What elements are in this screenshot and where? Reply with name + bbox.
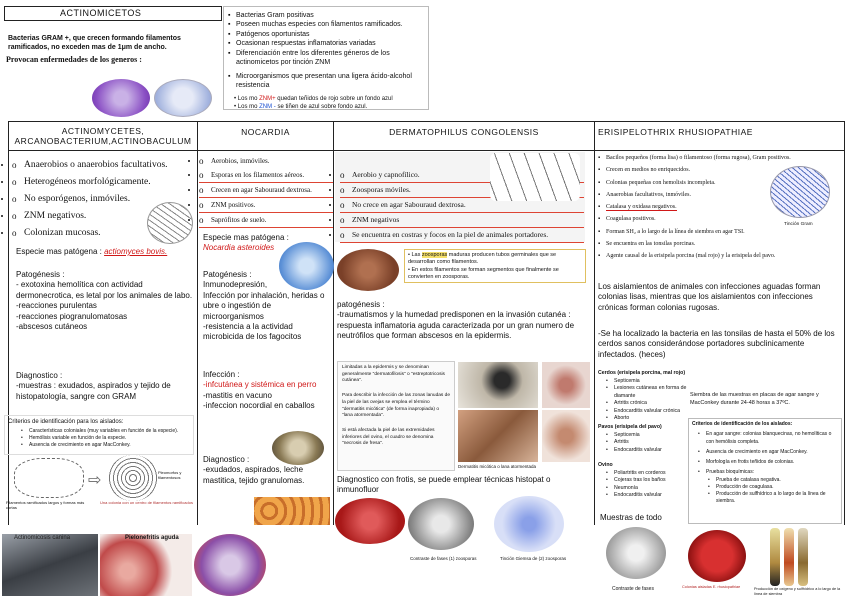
bio-item: • Producción de coagulasa. (708, 484, 838, 491)
dermato-red-plate (335, 498, 405, 544)
muestras-text: Muestras de todo (600, 513, 662, 522)
general-item: ▪ Poseen muchas especies con filamentos ramificados. (228, 20, 424, 29)
stain-image-blue (154, 79, 212, 117)
lesion-photo-1 (542, 362, 590, 408)
criteria-item: • Hemólisis variable en función de la especie. (21, 435, 193, 442)
zoospore-drawing (490, 153, 580, 201)
header-erysipelo: ERISIPELOTHRIX RHUSIOPATHIAE (598, 127, 753, 137)
ovino-item: • Neumonía (606, 485, 688, 493)
tube-image-2 (784, 528, 794, 586)
arrow-icon: ⇨ (88, 472, 102, 489)
dermato-notes-box (337, 361, 455, 471)
sheep-photo (458, 362, 538, 408)
ovino-item: • Cojeras tras los baños (606, 477, 688, 485)
dermato-giemsa (494, 496, 564, 552)
actino-pathogenesis: Patogénesis : - exotoxina hemolítica con actividad dermonecrotica, es letal por los animales de labo. -reacciones purulentas -reacciones piogranulomatosas -abscesos cutáneos (16, 270, 193, 331)
feature-item: o • ZNM negativos. (12, 208, 198, 225)
header-actino: ACTINOMYCETES, ARCANOBACTERIUM,ACTINOBACULUM (14, 126, 192, 146)
feature-item: ▪ Catalasa y oxidasa negativos. (598, 204, 677, 211)
caption-3: Pleomorfos y filamentosos (158, 470, 182, 481)
dermato-colony (337, 249, 399, 291)
feature-item: o • Heterogéneos morfológicamente. (12, 174, 198, 191)
nocardia-species: Especie mas patógena : Nocardia asteroides (203, 233, 289, 253)
nocardia-infection: Infección : -infcutánea y sistémica en perro -mastitis en vacuno -infeccion nocordial en caballos (203, 370, 317, 411)
feature-item: o • Se encuentra en costras y focos en la piel de animales portadores. (340, 228, 584, 243)
stain-image-round (194, 534, 266, 596)
cerdos-item: • Endocarditis valvular crónica (606, 408, 688, 416)
caption-1: Filamentos ramificados largos y formas más cortas (6, 500, 85, 511)
feature-item: o • No crece en agar Sabouraud dextrosa. (340, 198, 584, 213)
ovino-item: • Endocarditis valvular (606, 492, 688, 500)
stain-image-purple (92, 79, 150, 117)
cerdos-item: • Aborto (606, 415, 688, 423)
znm-note: • Los mo ZNM+ quedan teñidos de rojo sobre un fondo azul • Los mo ZNM - se tiñen de azul sobre fondo azul. (234, 95, 393, 110)
erysipelo-para-2: -Se ha localizado la bacteria en las tonsilas de hasta el 50% de los cerdos sanos considerándose portadores subclinicamente infectados. (heces) (598, 329, 835, 359)
pavos-item: • Septicemia (606, 432, 688, 440)
cerdos-item: • Septicemia (606, 378, 688, 386)
erysipelo-cap-1: Contraste de fases (612, 586, 654, 592)
filament-sketch-2 (108, 455, 158, 501)
caption-2: Una colonia con un centro de filamentos ramificados (100, 500, 193, 505)
col-divider (333, 121, 334, 525)
photo-label-1: Actinomicosis canina (14, 535, 71, 541)
page-title: ACTINOMICETOS (60, 8, 142, 18)
cerdos-block: Cerdos (erisipela porcina, mal rojo) • Septicemia • Lesiones cutáneas en forma de diamante • Artritis crónica • Endocarditis valvular crónica • Aborto (598, 370, 688, 423)
feature-item: ▪ Coagulasa positivos. (598, 216, 656, 223)
erysipelo-criteria-box: Criterios de identificación de los aislados: • En agar sangre: colonias blanquecinas, no hemolíticas o con hemólisis completa. • Ausencia de crecimiento en agar MacConkey. • Morfología en frotis teñidos de colonias. • Pruebas bioquímicas: • Prueba de catalasa negativa. • Producción de coagulasa. • Producción de sulfhídrico a lo largo de la línea de siembra. (688, 418, 842, 524)
nocardia-features (199, 154, 333, 228)
cerdos-item: • Artritis crónica (606, 400, 688, 408)
criteria-item: • En agar sangre: colonias blanquecinas, no hemolíticas o con hemólisis completa. (698, 431, 838, 446)
actino-species: Especie mas patógena : actiomyces bovis. (16, 247, 168, 256)
feature-item: ▪ Bacilos pequeños (forma lisa) o filamentoso (forma rugosa), Gram positivos. (598, 155, 791, 161)
general-item: ▪ Bacterias Gram positivas (228, 11, 424, 20)
feature-item: o • Aerobio y capnofílico. (340, 168, 584, 183)
bio-item: • Prueba de catalasa negativa. (708, 477, 838, 484)
photo-label-2: Pielonefritis aguda (125, 535, 179, 541)
feature-item: ▪ Forman SH₂ a lo largo de la línea de siembra en agar TSI. (598, 228, 745, 235)
header-nocardia: NOCARDIA (241, 127, 290, 137)
general-item: ▪ Patógenos oportunistas (228, 30, 424, 39)
phase-contrast-image (606, 527, 666, 579)
feature-item: ▪ Anaerobias facultativos, inmóviles. (598, 191, 691, 198)
page-title-box (4, 6, 222, 21)
feature-item: o • ZNM positivos. (199, 198, 333, 213)
criteria-item: • Ausencia de crecimiento en agar MacConkey. (698, 449, 838, 456)
dermato-cap-1: Contraste de fases (1) zoosporas (410, 556, 477, 561)
note-item: Limitadas a la epidermis y se denominan generalmente "dermatofilosis" o "estreptotricosis cutánea". (342, 365, 445, 384)
dermato-diagnosis: Diagnostico con frotis, se puede emplear técnicas histopat o inmunofluor (337, 475, 551, 495)
col-divider (594, 121, 595, 525)
feature-item: ▪ Agente causal de la erisipela porcina (mal rojo) y la erisipela del pavo. (598, 253, 776, 260)
note-item: Si está afectada la piel de las extremidades inferiores del ovino, el cuadro se denomina "necrosis de fresa". (342, 427, 435, 447)
nocardia-pathogenesis: Patogénesis : Inmunodepresión, Infección por inhalación, heridas o ubre o ingestión de microorganismos -resistencia a la actividad microbicida de los fagocitos (203, 270, 325, 342)
colony-plate-image (688, 530, 746, 582)
photo-actinomicosis (2, 534, 98, 596)
criteria-item: • Ausencia de crecimiento en agar MacConkey. (21, 442, 193, 449)
actino-diagnosis: Diagnostico : -muestras : exudados, aspirados y tejido de histopatología, sangre con GRAM (16, 371, 171, 401)
feature-item: ▪ Se encuentra en las tonsilas porcinas. (598, 241, 696, 248)
ovino-item: • Poliartritis en corderos (606, 470, 688, 478)
erysipelo-cap-3: Producción de oxígeno y sulfhídrico a lo largo de la línea de siembra (754, 587, 841, 596)
dermato-pathogenesis: patogénesis : -traumatismos y la humedad predisponen en la invasión cutanéa : respuesta inflamatoria aguda caracterizada por un gran numero de neutrófilos que forman abscesos en la epidermis. (337, 300, 575, 341)
lesion-photo-3 (542, 410, 590, 462)
feature-item: ▪ Crecen en medios no enriquecidos. (598, 167, 691, 174)
feature-item: o • Anaerobios o anaerobios facultativos. (12, 157, 198, 174)
col-divider (844, 121, 845, 525)
intro-text: Bacterias GRAM +, que crecen formando filamentos ramificados, no exceden mas de 1μm de ancho. (8, 35, 181, 52)
pavos-block: Pavos (erisipela del pavo) • Septicemia • Artritis • Endocarditis valvular (598, 424, 688, 454)
feature-item: o • Crecen en agar Sabouraud dextrosa. (199, 183, 333, 198)
gram-stain-image (770, 166, 830, 218)
lesion-photo-2 (458, 410, 538, 462)
general-item: ▪ Ocasionan respuestas inflamatorias variadas (228, 39, 424, 48)
header-divider (8, 150, 845, 151)
criteria-item: • Características coloniales (muy variables en función de la especie). (21, 428, 193, 435)
general-item: ▪ Microorganismos que presentan una ligera ácido-alcohol resistencia (228, 72, 424, 91)
criteria-item: • Morfología en frotis teñidos de colonias. (698, 459, 838, 466)
feature-item: o • Zoosporas móviles. (340, 183, 584, 198)
dermato-cap-2: Tinción Giemsa de (2) zoosporas (500, 556, 567, 561)
note-item: Para describir la infección de las zonas lanudas de la piel de las ovejas se emplea el término "dermatitis micótica" (de forma inapropiada) o "lana atormentada". (342, 393, 450, 419)
tube-image-3 (798, 528, 808, 586)
feature-item: o • Colonizan mucosas. (12, 225, 198, 242)
gram-caption: Tinción Gram (784, 222, 813, 227)
feature-item: o • Aerobios, inmóviles. (199, 154, 333, 168)
photo-caption: Dermatitis micótica o lana atormentada (458, 464, 537, 469)
erysipelo-cap-2: Colonias aisladas E. rhusiopathiae (682, 585, 741, 589)
pavos-item: • Artritis (606, 439, 688, 447)
feature-item: o • Saprófitos de suelo. (199, 213, 333, 228)
feature-item: ▪ Colonias pequeñas con hemolisis incompleta. (598, 179, 716, 186)
dermato-phase-contrast (408, 498, 474, 550)
cerdos-item: • Lesiones cutáneas en forma de diamante (606, 385, 688, 400)
header-dermato: DERMATOPHILUS CONGOLENSIS (389, 127, 539, 137)
nocardia-diagnosis: Diagnostico : -exudados, aspirados, leche mastitica, tejido granulomas. (203, 455, 305, 485)
bio-item: • Producción de sulfhídrico a lo largo de la línea de siembra. (708, 491, 838, 506)
feature-item: o • ZNM negativos (340, 213, 584, 228)
feature-item: o • Esporas en los filamentos aéreos. (199, 168, 333, 183)
siembra-text: Siembra de las muestras en placas de agar sangre y MacConkey durante 24-48 horas a 37ºC. (690, 392, 819, 406)
erysipelo-para-1: Los aislamientos de animales con infecciones aguadas forman colonias lisas, mientras que los aislamientos con infecciones crónicas forman colonias rugosas. (598, 282, 821, 312)
feature-item: o • No esporógenos, inmóviles. (12, 191, 198, 208)
pavos-item: • Endocarditis valvular (606, 447, 688, 455)
ovino-block: Ovino • Poliartritis en corderos • Cojeras tras los baños • Neumonía • Endocarditis valvular (598, 462, 688, 500)
photo-pielonefritis (100, 534, 192, 596)
nocardia-plate (254, 497, 330, 525)
criteria-item: • Pruebas bioquímicas: (698, 469, 838, 476)
general-item: ▪ Diferenciación entre los diferentes géneros de los actinomicetos por tinción ZNM (228, 49, 424, 68)
tube-image-1 (770, 528, 780, 586)
general-list-box (223, 6, 429, 110)
actino-criteria-box: Criterios de identificación para los aislados: • Características coloniales (muy variables en función de la especie). • Hemólisis variable en función de la especie. • Ausencia de crecimiento en agar MacConkey. (4, 415, 194, 455)
filament-sketch-1 (14, 458, 84, 498)
intro-provoke: Provocan enfermedades de los generos : (6, 55, 142, 64)
zoospore-note: • Las zoosporas maduras producen tubos germinales que se desarrollan como filamentos. • En estos filamentos se forman segmentos que finalmente se convierten en zoosporas. (404, 249, 586, 283)
